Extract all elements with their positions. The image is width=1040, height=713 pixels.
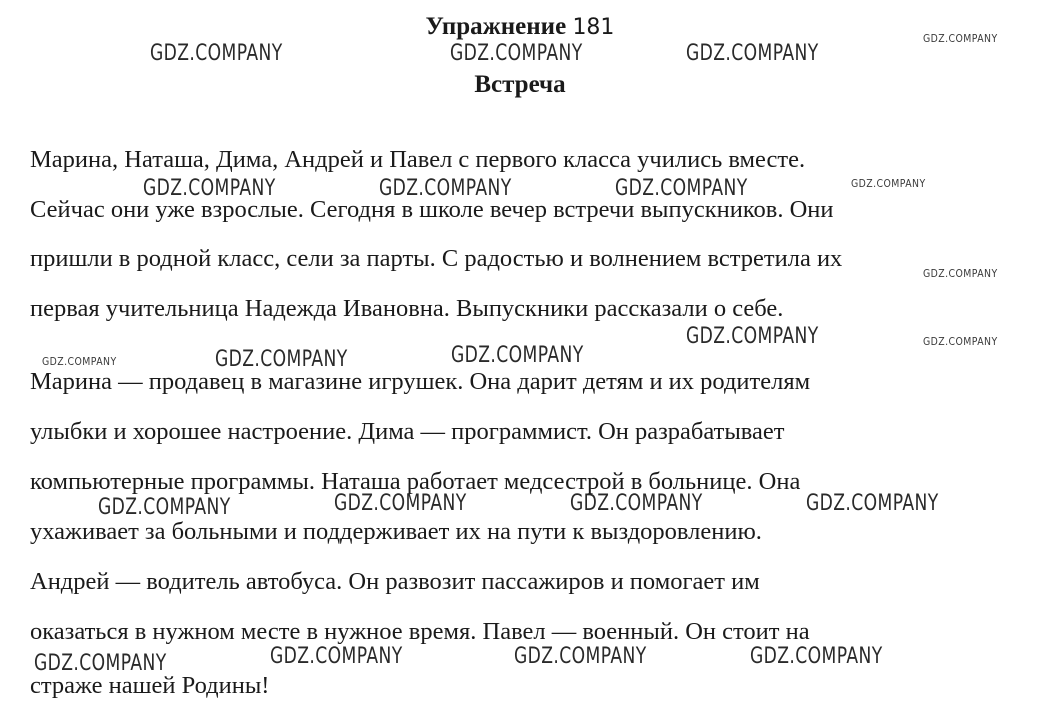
text-line: страже нашей Родины! (30, 672, 270, 699)
watermark: GDZ.COMPANY (750, 644, 883, 669)
text-line: улыбки и хорошее настроение. Дима — программист. Он разрабатывает (30, 418, 785, 445)
watermark: GDZ.COMPANY (150, 41, 283, 66)
watermark: GDZ.COMPANY (570, 491, 703, 516)
watermark: GDZ.COMPANY (686, 41, 819, 66)
watermark: GDZ.COMPANY (270, 644, 403, 669)
watermark: GDZ.COMPANY (451, 343, 584, 368)
watermark: GDZ.COMPANY (42, 355, 117, 368)
watermark: GDZ.COMPANY (334, 491, 467, 516)
watermark: GDZ.COMPANY (98, 495, 231, 520)
watermark: GDZ.COMPANY (34, 651, 167, 676)
text-line: Андрей — водитель автобуса. Он развозит пассажиров и помогает им (30, 568, 760, 595)
exercise-title (0, 12, 1040, 43)
text-line: Марина, Наташа, Дима, Андрей и Павел с первого класса учились вместе. (30, 146, 806, 173)
text-line: компьютерные программы. Наташа работает медсестрой в больнице. Она (30, 468, 801, 495)
watermark: GDZ.COMPANY (806, 491, 939, 516)
text-line: ухаживает за больными и поддерживает их на пути к выздоровлению. (30, 518, 762, 545)
watermark: GDZ.COMPANY (686, 324, 819, 349)
watermark: GDZ.COMPANY (215, 347, 348, 372)
watermark: GDZ.COMPANY (514, 644, 647, 669)
watermark: GDZ.COMPANY (143, 176, 276, 201)
text-line: Марина — продавец в магазине игрушек. Она дарит детям и их родителям (30, 368, 811, 395)
watermark: GDZ.COMPANY (379, 176, 512, 201)
watermark: GDZ.COMPANY (851, 177, 926, 190)
exercise-title-label: Упражнение (425, 13, 567, 40)
watermark: GDZ.COMPANY (923, 267, 998, 280)
exercise-number: 181 (572, 15, 615, 40)
watermark: GDZ.COMPANY (923, 32, 998, 45)
text-line: пришли в родной класс, сели за парты. С радостью и волнением встретила их (30, 245, 843, 272)
watermark: GDZ.COMPANY (450, 41, 583, 66)
watermark: GDZ.COMPANY (923, 335, 998, 348)
text-line: оказаться в нужном месте в нужное время. Павел — военный. Он стоит на (30, 618, 810, 645)
text-title: Встреча (474, 71, 566, 98)
text-line: первая учительница Надежда Ивановна. Выпускники рассказали о себе. (30, 295, 784, 322)
text-line: Сейчас они уже взрослые. Сегодня в школе вечер встречи выпускников. Они (30, 196, 834, 223)
watermark: GDZ.COMPANY (615, 176, 748, 201)
